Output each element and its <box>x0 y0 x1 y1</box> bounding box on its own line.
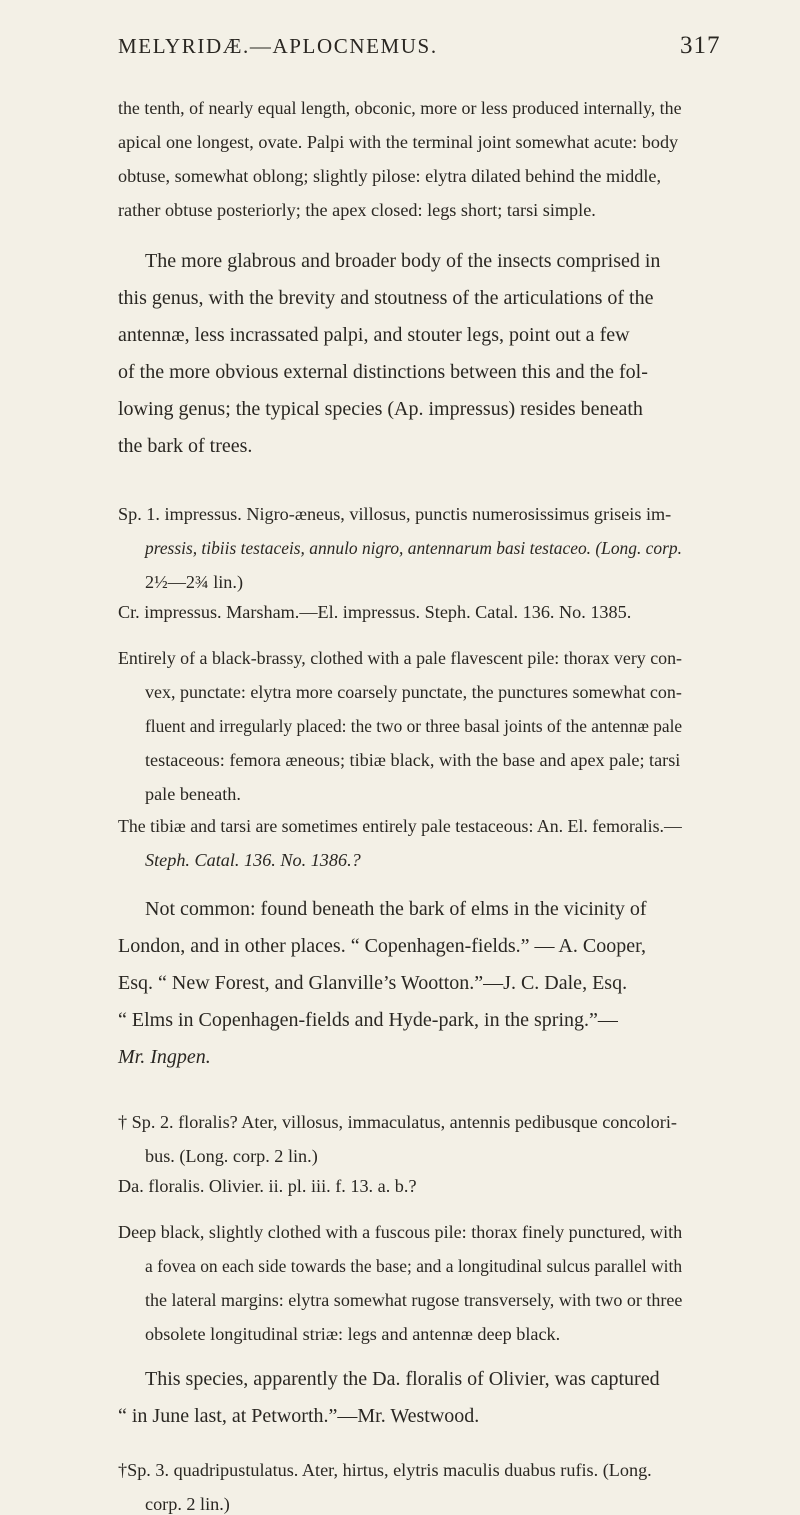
text-line: pressis, tibiis testaceis, annulo nigro, antennarum basi testaceo. (Long. corp. <box>145 538 682 558</box>
text-line: bus. (Long. corp. 2 lin.) <box>145 1146 318 1166</box>
text-line: Esq. “ New Forest, and Glanville’s Wootton.”—J. C. Dale, Esq. <box>118 972 628 994</box>
text-line: The tibiæ and tarsi are sometimes entirely pale testaceous: An. El. femoralis.— <box>118 816 682 836</box>
text-line: Mr. Ingpen. <box>118 1046 211 1068</box>
text-line: of the more obvious external distinctions between this and the fol- <box>118 361 648 383</box>
page-header <box>0 28 800 68</box>
text-line: testaceous: femora æneous; tibiæ black, with the base and apex pale; tarsi <box>145 750 681 770</box>
text-line: the bark of trees. <box>118 435 253 457</box>
text-line: Steph. Catal. 136. No. 1386.? <box>145 850 361 870</box>
text-line: †Sp. 3. quadripustulatus. Ater, hirtus, elytris maculis duabus rufis. (Long. <box>118 1460 652 1480</box>
text-line: antennæ, less incrassated palpi, and stouter legs, point out a few <box>118 324 630 346</box>
text-line: † Sp. 2. floralis? Ater, villosus, immaculatus, antennis pedibusque concolori- <box>118 1112 677 1132</box>
text-line: pale beneath. <box>145 784 241 804</box>
text-line: obsolete longitudinal striæ: legs and antennæ deep black. <box>145 1324 561 1344</box>
text-line: a fovea on each side towards the base; and a longitudinal sulcus parallel with <box>145 1256 683 1276</box>
text-line: lowing genus; the typical species (Ap. impressus) resides beneath <box>118 398 643 420</box>
text-line: The more glabrous and broader body of the insects comprised in <box>145 250 661 272</box>
text-line: fluent and irregularly placed: the two or three basal joints of the antennæ pale <box>145 716 683 736</box>
text-line: corp. 2 lin.) <box>145 1494 230 1514</box>
text-line: London, and in other places. “ Copenhagen-fields.” — A. Cooper, <box>118 935 646 957</box>
text-line: Da. floralis. Olivier. ii. pl. iii. f. 13. a. b.? <box>118 1176 417 1196</box>
text-line: Entirely of a black-brassy, clothed with a pale flavescent pile: thorax very con- <box>118 648 683 668</box>
text-line: the tenth, of nearly equal length, obconic, more or less produced internally, the <box>118 98 682 118</box>
text-line: “ in June last, at Petworth.”—Mr. Westwood. <box>118 1405 480 1427</box>
text-line: 2½—2¾ lin.) <box>145 572 244 592</box>
text-line: apical one longest, ovate. Palpi with the terminal joint somewhat acute: body <box>118 132 679 152</box>
text-line: vex, punctate: elytra more coarsely punctate, the punctures somewhat con- <box>145 682 682 702</box>
text-line: the lateral margins: elytra somewhat rugose transversely, with two or three <box>145 1290 683 1310</box>
text-line: “ Elms in Copenhagen-fields and Hyde-park, in the spring.”— <box>118 1009 618 1031</box>
text-line: Not common: found beneath the bark of elms in the vicinity of <box>145 898 647 920</box>
text-line: This species, apparently the Da. floralis of Olivier, was captured <box>145 1368 660 1390</box>
text-line: Deep black, slightly clothed with a fuscous pile: thorax finely punctured, with <box>118 1222 683 1242</box>
text-line: Sp. 1. impressus. Nigro-æneus, villosus, punctis numerosissimus griseis im- <box>118 504 672 524</box>
text-line: Cr. impressus. Marsham.—El. impressus. Steph. Catal. 136. No. 1385. <box>118 602 632 622</box>
text-line: rather obtuse posteriorly; the apex closed: legs short; tarsi simple. <box>118 200 596 220</box>
page-number: 317 <box>680 32 721 59</box>
text-line: obtuse, somewhat oblong; slightly pilose: elytra dilated behind the middle, <box>118 166 662 186</box>
text-line: this genus, with the brevity and stoutness of the articulations of the <box>118 287 654 309</box>
running-title: MELYRIDÆ.—APLOCNEMUS. <box>118 34 438 58</box>
